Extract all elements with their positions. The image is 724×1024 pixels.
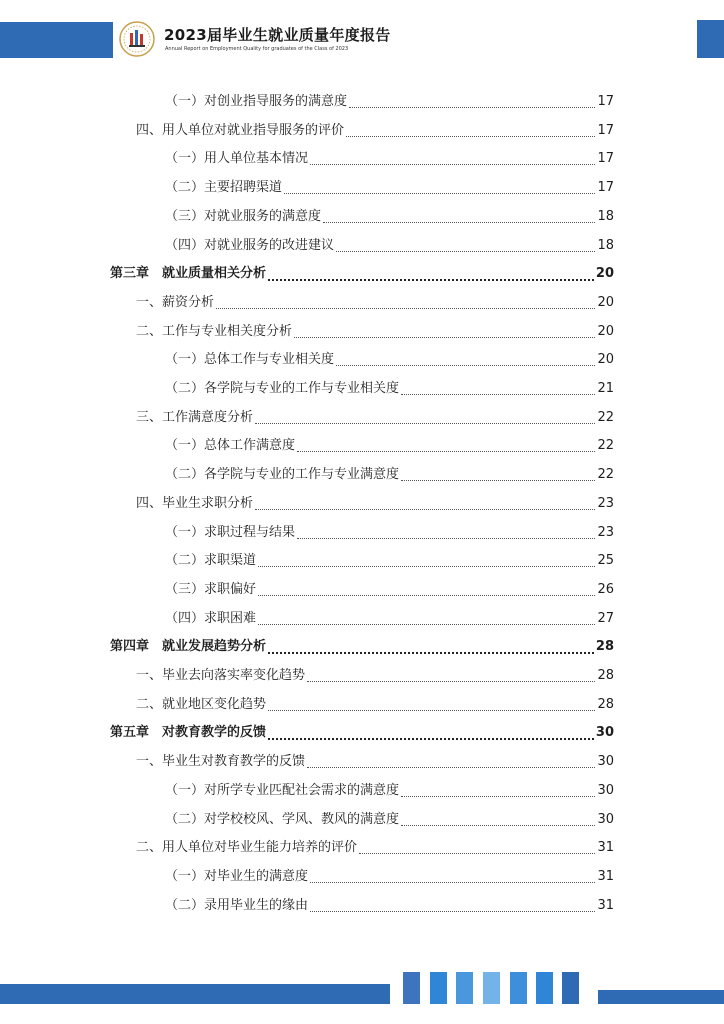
footer-block: [430, 972, 447, 1004]
toc-leader-dots: [294, 337, 595, 338]
toc-page-number: 23: [597, 495, 614, 511]
toc-page-number: 23: [597, 524, 614, 540]
toc-page-number: 18: [597, 237, 614, 253]
toc-entry-label: （一）用人单位基本情况: [165, 151, 309, 167]
toc-leader-dots: [258, 566, 595, 567]
toc-leader-dots: [284, 193, 595, 194]
toc-entry[interactable]: [0, 465, 724, 485]
toc-chapter-entry[interactable]: [0, 723, 724, 743]
toc-entry-label: 一、毕业生对教育教学的反馈: [136, 754, 306, 770]
toc-page-number: 17: [597, 180, 614, 196]
toc-leader-dots: [268, 652, 594, 654]
toc-entry-label: （三）对就业服务的满意度: [165, 208, 322, 224]
toc-leader-dots: [323, 222, 595, 223]
toc-leader-dots: [258, 595, 595, 596]
toc-entry[interactable]: [0, 350, 724, 370]
toc-entry[interactable]: [0, 523, 724, 543]
university-logo-icon: [118, 20, 156, 58]
toc-leader-dots: [297, 451, 595, 452]
toc-entry-label: （四）对就业服务的改进建议: [165, 237, 335, 253]
toc-entry-label: （一）对毕业生的满意度: [165, 868, 309, 884]
toc-leader-dots: [336, 365, 595, 366]
toc-page-number: 30: [597, 782, 614, 798]
toc-entry-label: 三、工作满意度分析: [136, 409, 254, 425]
toc-entry-label: 第三章 就业质量相关分析: [110, 266, 267, 282]
toc-entry[interactable]: [0, 896, 724, 916]
toc-page-number: 26: [597, 581, 614, 597]
toc-leader-dots: [297, 538, 595, 539]
toc-leader-dots: [401, 796, 595, 797]
toc-entry-label: 四、毕业生求职分析: [136, 495, 254, 511]
toc-leader-dots: [307, 767, 595, 768]
toc-leader-dots: [268, 279, 594, 281]
toc-page-number: 30: [597, 754, 614, 770]
toc-entry[interactable]: [0, 92, 724, 112]
footer-block: [456, 972, 473, 1004]
toc-entry-label: 一、毕业去向落实率变化趋势: [136, 668, 306, 683]
toc-entry[interactable]: [0, 810, 724, 830]
toc-leader-dots: [401, 394, 595, 395]
toc-page-number: 27: [597, 610, 614, 626]
footer-block: [562, 972, 579, 1004]
toc-entry-label: （一）总体工作与专业相关度: [165, 352, 335, 368]
footer-bar-right: [598, 990, 724, 1004]
toc-entry-label: （四）求职困难: [165, 610, 257, 626]
toc-entry[interactable]: [0, 695, 724, 715]
report-subtitle: Annual Report on Employment Quality for graduates of the Class of 2023: [165, 46, 349, 52]
toc-entry-label: （二）录用毕业生的缘由: [165, 897, 309, 913]
toc-page-number: 31: [597, 868, 614, 884]
toc-page-number: 17: [597, 151, 614, 167]
toc-entry[interactable]: [0, 867, 724, 887]
footer-block: [510, 972, 527, 1004]
footer-bar-left: [0, 984, 390, 1004]
toc-page-number: 28: [597, 668, 614, 683]
toc-page-number: 25: [597, 553, 614, 569]
toc-chapter-entry[interactable]: [0, 264, 724, 284]
toc-entry-label: （二）各学院与专业的工作与专业相关度: [165, 381, 400, 396]
toc-entry-label: 第四章 就业发展趋势分析: [110, 639, 267, 655]
toc-leader-dots: [310, 882, 595, 883]
toc-entry-label: （一）对所学专业匹配社会需求的满意度: [165, 782, 400, 798]
toc-entry[interactable]: [0, 666, 724, 686]
toc-entry[interactable]: [0, 178, 724, 198]
toc-entry-label: 二、用人单位对毕业生能力培养的评价: [136, 840, 358, 856]
toc-page-number: 17: [597, 122, 614, 138]
toc-entry-label: （二）主要招聘渠道: [165, 180, 283, 196]
toc-entry-label: （三）求职偏好: [165, 581, 257, 597]
toc-entry[interactable]: [0, 781, 724, 801]
toc-leader-dots: [310, 911, 595, 912]
toc-leader-dots: [349, 107, 595, 108]
toc-entry-label: （一）对创业指导服务的满意度: [165, 94, 348, 109]
toc-page-number: 31: [597, 840, 614, 856]
toc-entry-label: 四、用人单位对就业指导服务的评价: [136, 122, 345, 138]
toc-entry[interactable]: [0, 121, 724, 141]
toc-entry[interactable]: [0, 149, 724, 169]
toc-entry-label: （二）对学校校风、学风、教风的满意度: [165, 811, 400, 827]
toc-leader-dots: [268, 710, 595, 711]
toc-leader-dots: [307, 681, 595, 682]
toc-entry[interactable]: [0, 293, 724, 313]
toc-leader-dots: [268, 738, 594, 740]
header-accent-bar-left: [0, 22, 113, 58]
toc-leader-dots: [258, 624, 595, 625]
toc-entry[interactable]: [0, 379, 724, 399]
toc-page-number: 18: [597, 208, 614, 224]
toc-chapter-entry[interactable]: [0, 637, 724, 657]
toc-entry[interactable]: [0, 436, 724, 456]
toc-page-number: 20: [597, 294, 614, 310]
toc-entry-label: 一、薪资分析: [136, 294, 215, 310]
toc-entry[interactable]: [0, 322, 724, 342]
toc-leader-dots: [401, 480, 595, 481]
toc-entry[interactable]: [0, 408, 724, 428]
toc-entry[interactable]: [0, 494, 724, 514]
toc-leader-dots: [310, 164, 595, 165]
footer-block: [403, 972, 420, 1004]
toc-page-number: 28: [595, 639, 614, 655]
toc-page-number: 30: [597, 811, 614, 827]
toc-entry[interactable]: [0, 551, 724, 571]
report-title: 2023届毕业生就业质量年度报告: [164, 26, 391, 44]
toc-leader-dots: [336, 251, 595, 252]
toc-leader-dots: [359, 853, 595, 854]
toc-page-number: 17: [597, 94, 614, 109]
toc-page-number: 22: [597, 409, 614, 425]
toc-entry-label: （二）求职渠道: [165, 553, 257, 569]
toc-entry[interactable]: [0, 207, 724, 227]
toc-page-number: 20: [595, 266, 614, 282]
toc-entry-label: （一）总体工作满意度: [165, 438, 296, 454]
footer-block: [536, 972, 553, 1004]
toc-page-number: 20: [597, 323, 614, 339]
toc-leader-dots: [216, 308, 595, 309]
toc-page-number: 30: [595, 725, 614, 741]
toc-entry[interactable]: [0, 752, 724, 772]
toc-entry-label: （二）各学院与专业的工作与专业满意度: [165, 467, 400, 483]
toc-page-number: 21: [597, 381, 614, 396]
toc-page-number: 31: [597, 897, 614, 913]
toc-entry-label: 二、工作与专业相关度分析: [136, 323, 293, 339]
toc-entry[interactable]: [0, 580, 724, 600]
toc-leader-dots: [255, 423, 595, 424]
toc-entry[interactable]: [0, 838, 724, 858]
header-accent-bar-right: [697, 20, 724, 58]
toc-entry[interactable]: [0, 236, 724, 256]
toc-entry[interactable]: [0, 609, 724, 629]
toc-leader-dots: [401, 825, 595, 826]
toc-page-number: 22: [597, 438, 614, 454]
toc-leader-dots: [346, 136, 595, 137]
toc-leader-dots: [255, 509, 595, 510]
toc-entry-label: （一）求职过程与结果: [165, 524, 296, 540]
toc-entry-label: 二、就业地区变化趋势: [136, 696, 267, 712]
toc-entry-label: 第五章 对教育教学的反馈: [110, 725, 267, 741]
toc-page-number: 22: [597, 467, 614, 483]
toc-page-number: 20: [597, 352, 614, 368]
toc-page-number: 28: [597, 696, 614, 712]
footer-block: [483, 972, 500, 1004]
